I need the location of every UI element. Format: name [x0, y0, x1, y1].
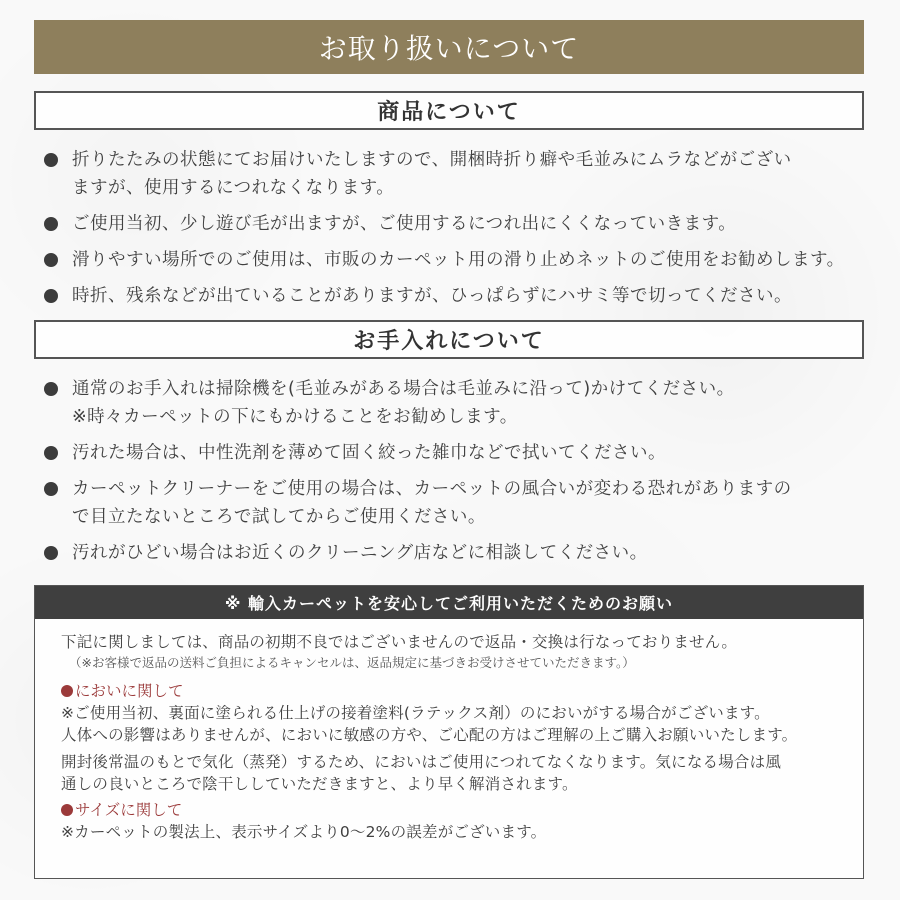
product-notes-list — [44, 146, 864, 318]
notice-intro-note: （※お客様で返品の送料ご負担によるキャンセルは、返品規定に基づきお受けさせていただきます。） — [69, 655, 635, 670]
list-item-text: ますが、使用するにつれなくなります。 — [72, 178, 395, 198]
notice-text-line: 人体への影響はありませんが、においに敏感の方や、ご心配の方はご理解の上ご購入お願いいたします。 — [61, 726, 798, 744]
size-text — [61, 821, 843, 843]
list-item-text: ご使用当初、少し遊び毛が出ますが、ご使用するにつれ出にくくなっていきます。 — [72, 214, 737, 234]
bullet-icon — [61, 685, 73, 697]
bullet-icon — [44, 446, 58, 460]
list-item-text: 滑りやすい場所でのご使用は、市販のカーペット用の滑り止めネットのご使用をお勧めします。 — [72, 250, 845, 270]
size-heading: サイズに関して — [61, 800, 843, 821]
product-section-heading: 商品について — [34, 91, 864, 130]
bullet-icon — [44, 482, 58, 496]
notice-intro: 下記に関しましては、商品の初期不良ではございませんので返品・交換は行なっておりません。 — [61, 633, 738, 651]
care-section-heading: お手入れについて — [34, 320, 864, 359]
list-item-text: 折りたたみの状態にてお届けいたしますので、開梱時折り癖や毛並みにムラなどがござい — [72, 150, 792, 170]
list-item — [44, 246, 864, 274]
notice-body — [35, 619, 863, 843]
notice-box — [34, 585, 864, 879]
notice-text-line: ※ご使用当初、裏面に塗られる仕上げの接着塗料(ラテックス剤）のにおいがする場合がございます。 — [61, 704, 770, 722]
list-item — [44, 475, 864, 531]
smell-text — [61, 702, 843, 746]
bullet-icon — [61, 804, 73, 816]
page-title: お取り扱いについて — [34, 20, 864, 74]
list-item-text: で目立たないところで試してからご使用ください。 — [72, 507, 486, 527]
bullet-icon — [44, 217, 58, 231]
list-item — [44, 375, 864, 431]
list-item — [44, 146, 864, 202]
notice-text-line: 開封後常温のもとで気化（蒸発）するため、においはご使用につれてなくなります。気になる場合は風 — [61, 753, 782, 771]
list-item-text: ※時々カーペットの下にもかけることをお勧めします。 — [72, 407, 518, 427]
list-item — [44, 539, 864, 567]
notice-heading: ※ 輸入カーペットを安心してご利用いただくためのお願い — [35, 586, 863, 619]
smell-heading: においに関して — [61, 681, 843, 702]
list-item — [44, 439, 864, 467]
list-item-text: 時折、残糸などが出ていることがありますが、ひっぱらずにハサミ等で切ってください。 — [72, 286, 792, 306]
bullet-icon — [44, 289, 58, 303]
bullet-icon — [44, 546, 58, 560]
list-item-text: 汚れた場合は、中性洗剤を薄めて固く絞った雑巾などで拭いてください。 — [72, 443, 666, 463]
smell-extra-text — [61, 751, 843, 795]
bullet-icon — [44, 253, 58, 267]
list-item-text: カーペットクリーナーをご使用の場合は、カーペットの風合いが変わる恐れがありますの — [72, 479, 792, 499]
list-item-text: 汚れがひどい場合はお近くのクリーニング店などに相談してください。 — [72, 543, 648, 563]
notice-text-line: 通しの良いところで陰干ししていただきますと、より早く解消されます。 — [61, 775, 578, 793]
notice-text-line: ※カーペットの製法上、表示サイズより0〜2%の誤差がございます。 — [61, 823, 547, 841]
list-item — [44, 210, 864, 238]
list-item — [44, 282, 864, 310]
list-item-text: 通常のお手入れは掃除機を(毛並みがある場合は毛並みに沿って)かけてください。 — [72, 379, 735, 399]
bullet-icon — [44, 153, 58, 167]
care-notes-list — [44, 375, 864, 575]
bullet-icon — [44, 382, 58, 396]
